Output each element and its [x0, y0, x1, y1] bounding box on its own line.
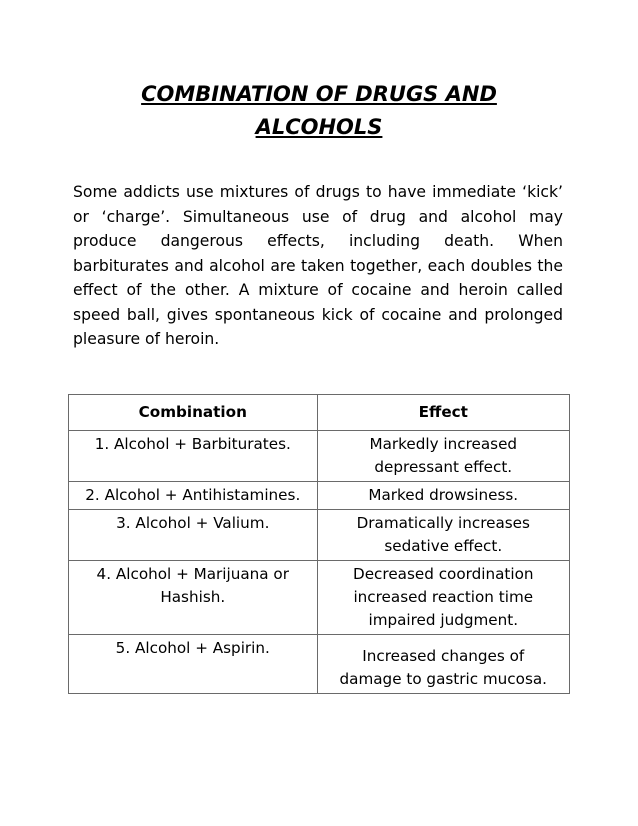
table-row: [69, 482, 570, 510]
effect-cell: [317, 431, 569, 482]
table-header-row: [69, 395, 570, 431]
combination-cell: 2. Alcohol + Antihistamines.: [69, 482, 318, 510]
combination-line: Hashish.: [160, 588, 226, 606]
drug-combination-table: [68, 394, 570, 694]
combination-line: 4. Alcohol + Marijuana or: [96, 565, 289, 583]
table-row: [69, 561, 570, 635]
effect-line: Decreased coordination: [353, 565, 534, 583]
effect-cell: [317, 635, 569, 694]
effect-line: damage to gastric mucosa.: [339, 670, 548, 688]
title-line-1: COMBINATION OF DRUGS AND: [141, 82, 497, 106]
effect-cell: [317, 561, 569, 635]
effect-line: Marked drowsiness.: [368, 486, 519, 504]
effect-cell: [317, 482, 569, 510]
title-line-2: ALCOHOLS: [255, 115, 383, 139]
effect-line: sedative effect.: [384, 537, 503, 555]
effect-line: depressant effect.: [374, 458, 513, 476]
page-title: [0, 78, 638, 144]
effect-line: Markedly increased: [369, 435, 518, 453]
header-effect: Effect: [317, 395, 569, 431]
effect-line: Dramatically increases: [356, 514, 530, 532]
table-row: [69, 635, 570, 694]
table-row: [69, 510, 570, 561]
combination-cell: 3. Alcohol + Valium.: [69, 510, 318, 561]
effect-line: increased reaction time: [353, 588, 534, 606]
effect-line: impaired judgment.: [368, 611, 519, 629]
intro-paragraph: Some addicts use mixtures of drugs to have immediate ‘kick’ or ‘charge’. Simultaneous use of drug and alcohol may produce dangerous effects, including death. When barbiturates and alcohol are taken together, each doubles the effect of the other. A mixture of cocaine and heroin called speed ball, gives spontaneous kick of cocaine and prolonged pleasure of heroin.: [73, 183, 563, 348]
effect-cell: [317, 510, 569, 561]
combination-cell: 5. Alcohol + Aspirin.: [69, 635, 318, 694]
table-row: [69, 431, 570, 482]
header-combination: Combination: [69, 395, 318, 431]
combination-cell: [69, 561, 318, 635]
effect-line: Increased changes of: [362, 647, 525, 665]
combination-cell: 1. Alcohol + Barbiturates.: [69, 431, 318, 482]
